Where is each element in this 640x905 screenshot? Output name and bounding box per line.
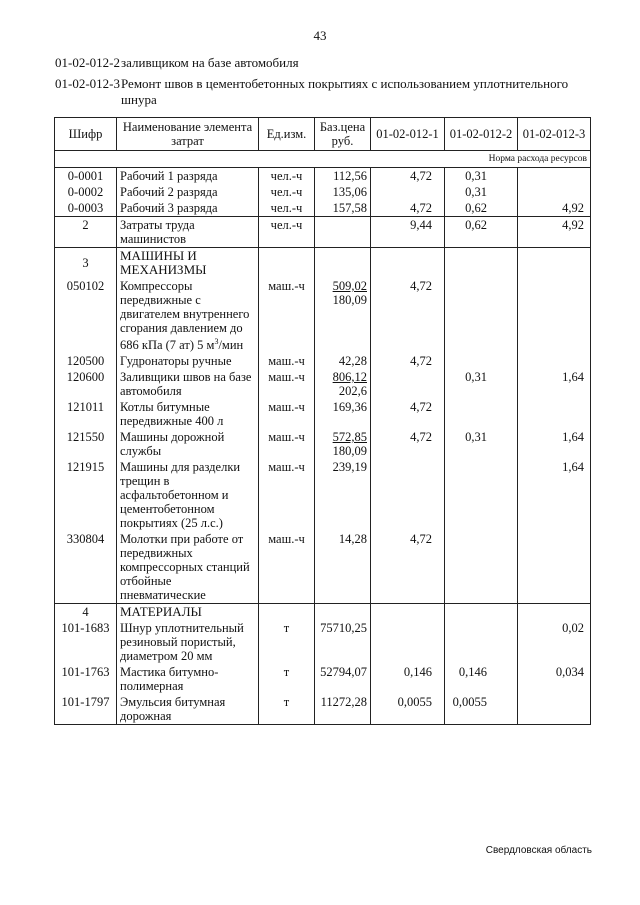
row-price [315, 278, 371, 353]
row-name: Мастика битумно-полимерная [117, 664, 259, 694]
row-price: 14,28 [315, 531, 371, 604]
row-unit: маш.-ч [259, 531, 315, 604]
row-price [315, 429, 371, 459]
header-col1: 01-02-012-1 [371, 118, 445, 151]
section-title: МАШИНЫ И МЕХАНИЗМЫ [117, 248, 259, 279]
row-name: Молотки при работе от передвижных компрессорных станций отбойные пневматические [117, 531, 259, 604]
row-value-2: 0,31 [445, 369, 518, 399]
row-unit: маш.-ч [259, 459, 315, 531]
row-code: 101-1683 [55, 620, 117, 664]
row-value-2 [445, 353, 518, 369]
row-value-1 [371, 369, 445, 399]
row-price-main: 806,12 [332, 370, 367, 385]
variant-code: 01-02-012-3 [55, 76, 120, 91]
row-value-3 [518, 168, 591, 185]
row-price: 157,58 [315, 200, 371, 217]
row-value-1 [371, 620, 445, 664]
table-row [55, 429, 591, 459]
section-title: МАТЕРИАЛЫ [117, 604, 259, 621]
header-name: Наименование элемента затрат [117, 118, 259, 151]
row-price: 11272,28 [315, 694, 371, 725]
row-value-1: 4,72 [371, 278, 445, 353]
region-footer: Свердловская область [485, 845, 592, 856]
row-code: 121915 [55, 459, 117, 531]
row-code: 101-1763 [55, 664, 117, 694]
section-code: 3 [55, 248, 117, 279]
section-row [55, 248, 591, 279]
row-name: Заливщики швов на базе автомобиля [117, 369, 259, 399]
row-value-3 [518, 353, 591, 369]
resource-norm-table [54, 117, 591, 725]
row-code: 330804 [55, 531, 117, 604]
row-value-3 [518, 278, 591, 353]
row-name: Котлы битумные передвижные 400 л [117, 399, 259, 429]
row-name-tail: /мин [218, 338, 244, 353]
row-code: 0-0003 [55, 200, 117, 217]
row-value-2: 0,62 [445, 217, 518, 248]
table-row [55, 200, 591, 217]
header-col3: 01-02-012-3 [518, 118, 591, 151]
row-value-1: 4,72 [371, 353, 445, 369]
header-code: Шифр [55, 118, 117, 151]
row-value-1 [371, 459, 445, 531]
table-row [55, 353, 591, 369]
row-price [315, 369, 371, 399]
row-unit: маш.-ч [259, 278, 315, 353]
row-value-1: 0,0055 [371, 694, 445, 725]
row-unit: чел.-ч [259, 217, 315, 248]
row-price: 75710,25 [315, 620, 371, 664]
row-value-2: 0,31 [445, 168, 518, 185]
row-unit: чел.-ч [259, 184, 315, 200]
row-value-3: 0,034 [518, 664, 591, 694]
table-row [55, 168, 591, 185]
row-price [315, 217, 371, 248]
row-value-1: 4,72 [371, 200, 445, 217]
row-value-2 [445, 278, 518, 353]
table-row [55, 217, 591, 248]
table-row [55, 620, 591, 664]
row-value-3: 1,64 [518, 369, 591, 399]
row-name: Рабочий 1 разряда [117, 168, 259, 185]
row-unit: чел.-ч [259, 200, 315, 217]
row-unit: маш.-ч [259, 399, 315, 429]
row-name: Гудронаторы ручные [117, 353, 259, 369]
row-name: Рабочий 2 разряда [117, 184, 259, 200]
table-row [55, 664, 591, 694]
row-code: 121550 [55, 429, 117, 459]
norm-label-row [55, 151, 591, 168]
variant-line-3 [55, 76, 591, 108]
row-code: 101-1797 [55, 694, 117, 725]
header-price: Баз.цена руб. [315, 118, 371, 151]
row-name: Машины для разделки трещин в асфальтобетонном и цементобетонном покрытиях (25 л.с.) [117, 459, 259, 531]
row-price-secondary: 202,6 [338, 384, 367, 399]
row-code: 0-0001 [55, 168, 117, 185]
row-price-main: 572,85 [332, 430, 367, 445]
row-value-1: 4,72 [371, 168, 445, 185]
row-price: 169,36 [315, 399, 371, 429]
norm-label: Норма расхода ресурсов [55, 151, 591, 168]
row-unit: т [259, 620, 315, 664]
row-value-3 [518, 184, 591, 200]
row-value-3: 1,64 [518, 459, 591, 531]
row-name: Эмульсия битумная дорожная [117, 694, 259, 725]
header-unit: Ед.изм. [259, 118, 315, 151]
row-value-1: 4,72 [371, 399, 445, 429]
row-price: 52794,07 [315, 664, 371, 694]
row-price: 112,56 [315, 168, 371, 185]
variant-line-2 [55, 55, 591, 71]
row-code: 121011 [55, 399, 117, 429]
row-unit: маш.-ч [259, 369, 315, 399]
row-value-3 [518, 694, 591, 725]
variant-description: Ремонт швов в цементобетонных покрытиях с использованием уплотнительного шнура [121, 76, 569, 107]
row-price: 42,28 [315, 353, 371, 369]
row-name: Машины дорожной службы [117, 429, 259, 459]
table-row [55, 369, 591, 399]
table-row [55, 459, 591, 531]
row-value-2 [445, 459, 518, 531]
row-code: 0-0002 [55, 184, 117, 200]
row-price-main: 509,02 [332, 279, 367, 293]
row-code: 120600 [55, 369, 117, 399]
table-header-row [55, 118, 591, 151]
row-name: Шнур уплотнительный резиновый пористый, диаметром 20 мм [117, 620, 259, 664]
row-unit: т [259, 664, 315, 694]
row-value-2 [445, 399, 518, 429]
row-value-1 [371, 184, 445, 200]
row-price-secondary: 180,09 [332, 293, 367, 307]
row-code: 050102 [55, 278, 117, 353]
variant-code: 01-02-012-2 [55, 55, 120, 70]
table-row [55, 531, 591, 604]
page-number: 43 [313, 28, 327, 43]
row-value-1: 4,72 [371, 429, 445, 459]
table-row [55, 278, 591, 353]
row-unit: маш.-ч [259, 429, 315, 459]
row-value-3: 4,92 [518, 217, 591, 248]
row-name: Затраты труда машинистов [117, 217, 259, 248]
row-value-2 [445, 531, 518, 604]
row-price: 135,06 [315, 184, 371, 200]
row-value-3: 1,64 [518, 429, 591, 459]
row-value-2: 0,31 [445, 429, 518, 459]
row-value-2: 0,0055 [445, 694, 518, 725]
row-value-1: 9,44 [371, 217, 445, 248]
row-name: Рабочий 3 разряда [117, 200, 259, 217]
row-price: 239,19 [315, 459, 371, 531]
row-value-1: 0,146 [371, 664, 445, 694]
table-row [55, 184, 591, 200]
row-name [117, 278, 259, 353]
table-row [55, 399, 591, 429]
row-value-2: 0,62 [445, 200, 518, 217]
row-code: 120500 [55, 353, 117, 369]
section-code: 4 [55, 604, 117, 621]
row-name-text: Компрессоры передвижные с двигателем внутреннего сгорания давлением до 686 кПа (7 ат) 5 м [120, 279, 250, 353]
section-code: 2 [55, 217, 117, 248]
table-row [55, 694, 591, 725]
variant-description: заливщиком на базе автомобиля [121, 55, 299, 70]
row-unit: маш.-ч [259, 353, 315, 369]
section-row [55, 604, 591, 621]
row-value-3: 0,02 [518, 620, 591, 664]
row-value-3: 4,92 [518, 200, 591, 217]
row-value-2 [445, 620, 518, 664]
row-price-secondary: 180,09 [332, 444, 367, 459]
row-value-2: 0,146 [445, 664, 518, 694]
row-unit: т [259, 694, 315, 725]
row-unit: чел.-ч [259, 168, 315, 185]
header-col2: 01-02-012-2 [445, 118, 518, 151]
row-value-3 [518, 531, 591, 604]
row-value-3 [518, 399, 591, 429]
row-value-1: 4,72 [371, 531, 445, 604]
row-name-superscript: 3 [214, 337, 219, 346]
row-value-2: 0,31 [445, 184, 518, 200]
